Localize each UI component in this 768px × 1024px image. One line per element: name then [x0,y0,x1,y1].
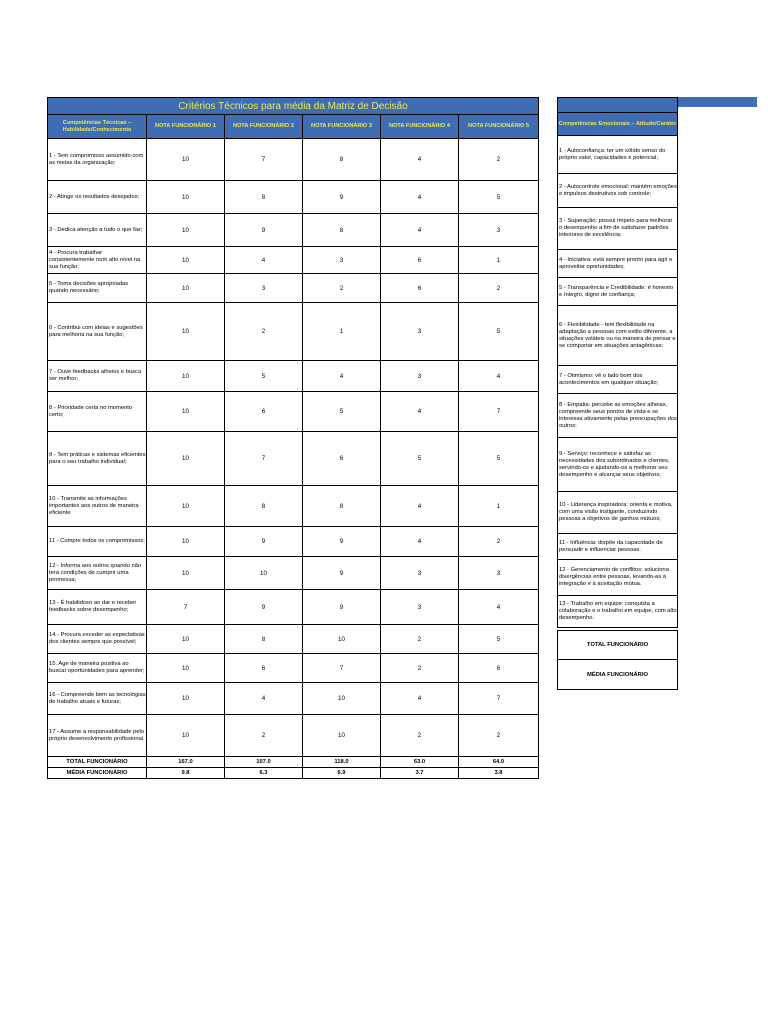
nota-value: 2 [459,715,539,757]
nota-value: 4 [381,392,459,432]
total-value: 64.0 [459,757,539,768]
nota-value: 6 [381,274,459,303]
media-value: 3.7 [381,768,459,779]
rows-body [48,139,539,757]
nota-value: 10 [147,361,225,392]
nota-value: 10 [147,715,225,757]
total-value: 63.0 [381,757,459,768]
nota-value: 8 [225,486,303,527]
competencia-label: 17 - Assume a responsabilidade pelo próprio desenvolvimento profissional. [48,715,147,757]
table-row [48,361,539,392]
table-row [48,432,539,486]
competencia-label: 1 - Tem compromisso assumido com as metas da organização; [48,139,147,181]
competencia-label: 4 - Procura trabalhar consistentemente num alto nível na sua função; [48,247,147,274]
nota-value: 9 [225,214,303,247]
nota-value: 7 [459,392,539,432]
competencia-label: 3 - Dedica atenção a tudo o que faz; [48,214,147,247]
competencias-emocionais-sheet [557,97,678,690]
nota-value: 2 [225,715,303,757]
nota-value: 3 [225,274,303,303]
nota-value: 3 [459,214,539,247]
table-row [48,214,539,247]
table-row [48,303,539,361]
nota-value: 1 [303,303,381,361]
competencia-label: 5 - Toma decisões apropriadas quando necessário; [48,274,147,303]
nota-value: 4 [225,247,303,274]
nota-value: 10 [147,247,225,274]
nota-value: 10 [147,181,225,214]
nota-value: 10 [147,214,225,247]
nota-value: 9 [225,590,303,625]
nota-value: 6 [225,392,303,432]
media-value: 6.3 [225,768,303,779]
emocional-item: 4 - Iniciativa: está sempre pronto para agir e aproveitar oportunidades; [557,250,678,278]
nota-value: 10 [303,683,381,715]
competencia-label: 11 - Cumpre todos os compromissos; [48,527,147,557]
nota-value: 4 [381,139,459,181]
nota-value: 10 [147,274,225,303]
header-row [48,115,539,139]
competencia-label: 14 - Procura exceder as expectativas dos clientes sempre que possível; [48,625,147,654]
nota-value: 7 [147,590,225,625]
nota-value: 1 [459,486,539,527]
total-row [48,757,539,768]
table-row [48,715,539,757]
total-label: TOTAL FUNCIONÁRIO [48,757,147,768]
nota-value: 10 [303,625,381,654]
nota-value: 7 [225,432,303,486]
media-value: 3.8 [459,768,539,779]
nota-value: 6 [459,654,539,683]
nota-value: 3 [381,557,459,590]
nota-value: 2 [459,139,539,181]
accent-bar [678,97,757,107]
nota-value: 10 [147,139,225,181]
emocionais-list [557,136,678,628]
nota-value: 3 [381,303,459,361]
nota-value: 10 [147,654,225,683]
competencia-label: 8 - Prioridade certa no momento certo; [48,392,147,432]
total-value: 118.0 [303,757,381,768]
nota-value: 5 [381,432,459,486]
nota-value: 4 [381,214,459,247]
nota-value: 2 [303,274,381,303]
nota-value: 10 [147,557,225,590]
nota-value: 4 [303,361,381,392]
nota-value: 2 [459,527,539,557]
nota-value: 7 [459,683,539,715]
table-row [48,625,539,654]
nota-value: 10 [147,527,225,557]
table-row [48,683,539,715]
media-row [48,768,539,779]
nota-value: 3 [381,361,459,392]
table-row [48,181,539,214]
emocional-item: 5 - Transparência e Credibilidade: é honesto e íntegro, digno de confiança; [557,278,678,306]
competencia-label: 7 - Ouve feedbacks alheios e busca ser melhor; [48,361,147,392]
criterios-tecnicos-table [47,97,539,779]
nota-value: 4 [381,486,459,527]
competencia-label: 2 - Atinge os resultados desejados; [48,181,147,214]
nota-value: 10 [147,303,225,361]
emocionais-title-bar [557,97,678,113]
nota-value: 3 [303,247,381,274]
nota-value: 4 [459,590,539,625]
nota-value: 8 [303,214,381,247]
competencia-label: 12 - Informa aos outros quando não terá condições de cumprir uma promessa; [48,557,147,590]
emocionais-media-label: MÉDIA FUNCIONÁRIO [557,660,678,690]
nota-value: 4 [381,181,459,214]
nota-value: 6 [225,654,303,683]
nota-value: 10 [147,486,225,527]
emocional-item: 12 - Gerenciamento de conflitos: soluciona divergências entre pessoas, levando-as à integração e à aceitação mútua. [557,560,678,596]
nota-value: 9 [303,181,381,214]
header-nota-1: NOTA FUNCIONÁRIO 1 [147,115,225,139]
nota-value: 7 [303,654,381,683]
emocional-item: 6 - Flexibilidade - tem flexibilidade na adaptação a pessoas com estilo diferente, a situações voláteis ou na maneira de pensar e se comportar em situações antagônicas; [557,306,678,366]
emocional-item: 2 - Autocontrole emocional: mantém emoções e impulsos destrutivos sob controle; [557,174,678,208]
media-value: 9.8 [147,768,225,779]
media-label: MÉDIA FUNCIONÁRIO [48,768,147,779]
table-row [48,274,539,303]
total-value: 107.0 [225,757,303,768]
nota-value: 2 [381,625,459,654]
table-row [48,139,539,181]
sheet-title: Critérios Técnicos para média da Matriz de Decisão [48,98,539,115]
nota-value: 9 [303,557,381,590]
emocional-item: 9 - Serviço: reconhece e satisfaz as necessidades dos subordinados e clientes, servindo-os e ajudando-os a melhorar seu desempenho e alcançar seus objetivos; [557,438,678,492]
competencia-label: 13 - É habilidoso ao dar e receber feedbacks sobre desempenho; [48,590,147,625]
nota-value: 4 [381,527,459,557]
emocional-item: 8 - Empatia: percebe as emoções alheias, compreende seus pontos de vista e se interessa ativamente pelas preocupações dos outros; [557,394,678,438]
table-row [48,527,539,557]
nota-value: 4 [225,683,303,715]
nota-value: 5 [459,181,539,214]
title-row [48,98,539,115]
nota-value: 4 [381,683,459,715]
table-row [48,557,539,590]
nota-value: 6 [303,432,381,486]
table-row [48,654,539,683]
nota-value: 8 [303,139,381,181]
nota-value: 8 [225,181,303,214]
header-nota-4: NOTA FUNCIONÁRIO 4 [381,115,459,139]
nota-value: 6 [381,247,459,274]
header-nota-2: NOTA FUNCIONÁRIO 2 [225,115,303,139]
nota-value: 5 [303,392,381,432]
nota-value: 2 [459,274,539,303]
table-row [48,392,539,432]
emocional-item: 13 - Trabalho em equipe: conquista a colaboração e o trabalho em equipe, com alto desempenho. [557,596,678,628]
emocional-item: 7 - Otimismo: vê o lado bom dos acontecimentos em qualquer situação; [557,366,678,394]
nota-value: 2 [381,654,459,683]
table-row [48,486,539,527]
nota-value: 8 [303,486,381,527]
competencia-label: 10 - Transmite as informações importantes aos outros de maneira eficiente [48,486,147,527]
header-competencias-emocionais: Competências Emocionais – Atitude/Caráter [557,113,678,136]
nota-value: 10 [303,715,381,757]
nota-value: 9 [303,527,381,557]
emocionais-total-label: TOTAL FUNCIONÁRIO [557,630,678,660]
nota-value: 5 [459,303,539,361]
header-nota-3: NOTA FUNCIONÁRIO 3 [303,115,381,139]
nota-value: 5 [459,625,539,654]
nota-value: 4 [459,361,539,392]
header-nota-5: NOTA FUNCIONÁRIO 5 [459,115,539,139]
nota-value: 3 [459,557,539,590]
table-row [48,247,539,274]
nota-value: 1 [459,247,539,274]
media-value: 6.9 [303,768,381,779]
nota-value: 10 [147,625,225,654]
nota-value: 2 [225,303,303,361]
nota-value: 3 [381,590,459,625]
competencia-label: 16 - Compreende bem as tecnologias de trabalho atuais e futuras; [48,683,147,715]
nota-value: 10 [147,392,225,432]
nota-value: 8 [225,625,303,654]
emocional-item: 10 - Liderança inspiradora: orienta e motiva, com uma visão instigante, conduzindo pessoas a objetivos de ganhos mútuos; [557,492,678,534]
competencia-label: 15. Age de maneira positiva ao buscar oportunidades para aprender; [48,654,147,683]
competencia-label: 9 - Tem práticas e sistemas eficientes para o seu trabalho individual; [48,432,147,486]
header-competencias-tecnicas: Competências Técnicas – Habilidade/Conhecimento [48,115,147,139]
criterios-tecnicos-sheet [47,97,538,779]
nota-value: 2 [381,715,459,757]
competencia-label: 6 - Contribui com ideias e sugestões para melhoria na sua função; [48,303,147,361]
nota-value: 10 [147,432,225,486]
nota-value: 9 [303,590,381,625]
nota-value: 9 [225,527,303,557]
emocional-item: 3 - Superação: possui ímpeto para melhorar o desempenho a fim de satisfazer padrões interiores de excelência; [557,208,678,250]
nota-value: 10 [147,683,225,715]
emocional-item: 11 - Influência: dispõe da capacidade de persuadir e influenciar pessoas. [557,534,678,560]
nota-value: 5 [225,361,303,392]
table-row [48,590,539,625]
nota-value: 5 [459,432,539,486]
emocional-item: 1 - Autoconfiança: ter um sólido senso do próprio valor, capacidades e potencial; [557,136,678,174]
total-value: 167.0 [147,757,225,768]
nota-value: 10 [225,557,303,590]
nota-value: 7 [225,139,303,181]
